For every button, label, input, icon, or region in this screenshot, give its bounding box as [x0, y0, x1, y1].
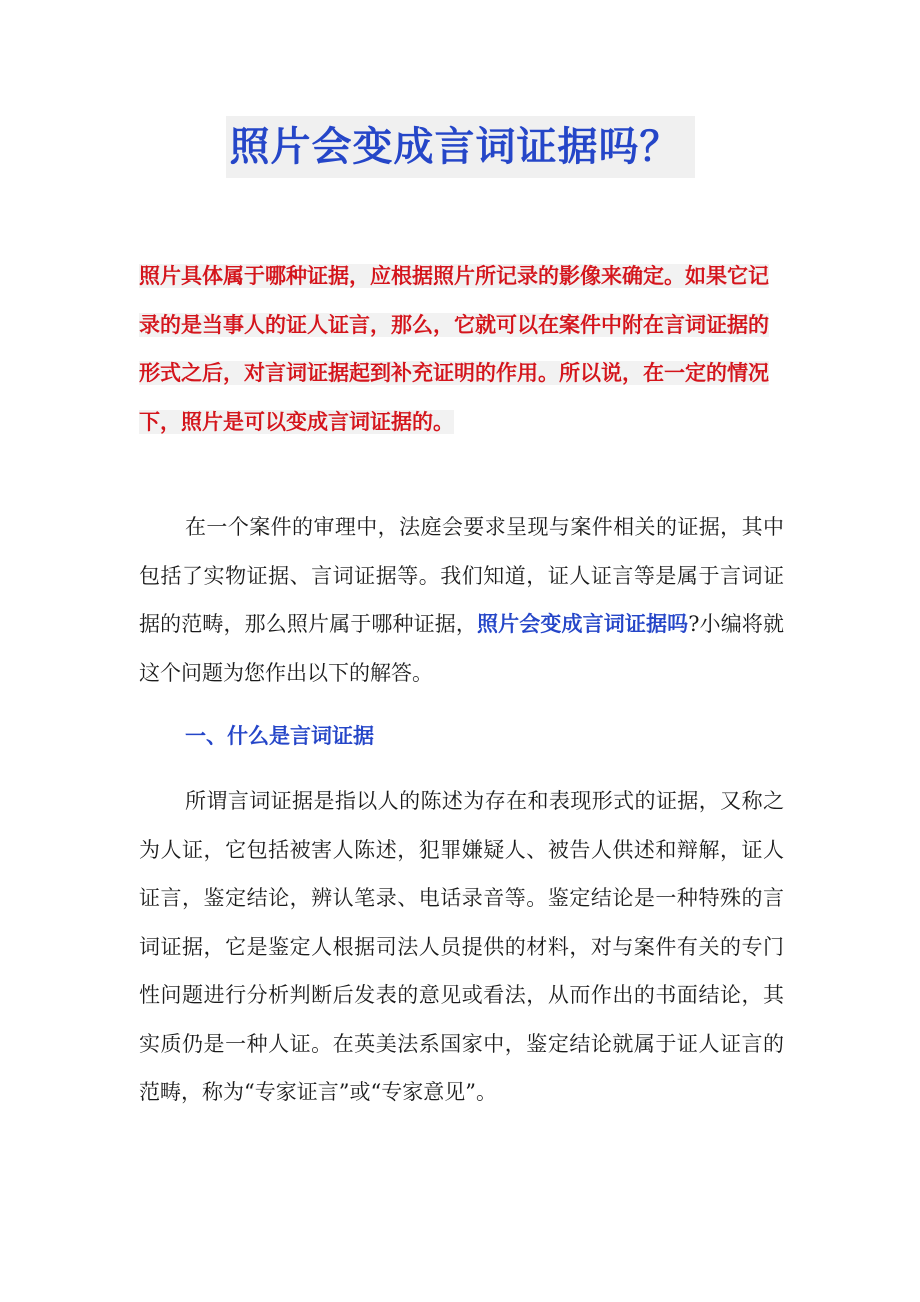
title-wrapper — [0, 116, 920, 178]
intro-text-after-link: ?小编将就这个问题为您作出以下的解答。 — [139, 612, 785, 685]
question-link[interactable]: 照片会变成言词证据吗 — [477, 612, 689, 636]
summary-text: 照片具体属于哪种证据，应根据照片所记录的影像来确定。如果它记录的是当事人的证人证言，那么，它就可以在案件中附在言词证据的形式之后，对言词证据起到补充证明的作用。所以说，在一定的情况下，照片是可以变成言词证据的。 — [139, 264, 769, 434]
page-title: 照片会变成言词证据吗？ — [226, 116, 695, 178]
section-heading: 一、什么是言词证据 — [185, 724, 374, 748]
intro-paragraph — [139, 503, 784, 697]
intro-text-before-link: 在一个案件的审理中，法庭会要求呈现与案件相关的证据，其中包括了实物证据、言词证据等。我们知道，证人证言等是属于言词证据的范畴，那么照片属于哪种证据， — [139, 515, 784, 636]
section-paragraph: 所谓言词证据是指以人的陈述为存在和表现形式的证据，又称之为人证，它包括被害人陈述，犯罪嫌疑人、被告人供述和辩解，证人证言，鉴定结论，辨认笔录、电话录音等。鉴定结论是一种特殊的言词证据，它是鉴定人根据司法人员提供的材料，对与案件有关的专门性问题进行分析判断后发表的意见或看法，从而作出的书面结论，其实质仍是一种人证。在英美法系国家中，鉴定结论就属于证人证言的范畴，称为“专家证言”或“专家意见”。 — [139, 789, 784, 1104]
summary-paragraph — [139, 252, 784, 446]
